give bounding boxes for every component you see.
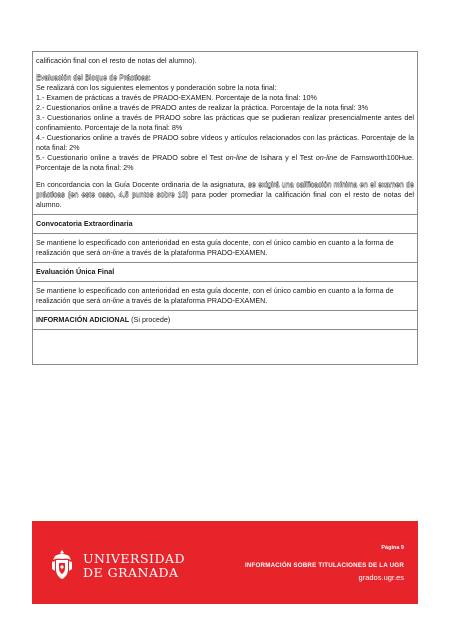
concordancia-text-a: En concordancia con la Guía Docente ordinaria de la asignatura,: [36, 180, 249, 189]
body-text-a: Se mantiene lo especificado con anterioridad en esta guía docente, con el único cambio en cuanto a la forma de realización que será: [36, 286, 394, 305]
practicas-item: 3.- Cuestionarios online a través de PRADO sobre las prácticas que se pudieran realizar presencialmente antes del confinamiento. Porcentaje de la nota final: 8%: [36, 113, 414, 132]
practicas-cell: [33, 52, 417, 215]
unica-header-row: [33, 263, 417, 282]
extraordinaria-header-row: [33, 215, 417, 234]
practicas-item-5: [36, 153, 414, 173]
item5-text-b: de Isihara y el Test: [247, 153, 316, 162]
concordancia-paragraph: [36, 180, 414, 210]
minimum-grade-note: se exigirá una calificación mínima en el examen de prácticas (en este caso, 4,5 puntos sobre 10): [36, 180, 414, 199]
practicas-intro: Se realizará con los siguientes elementos y ponderación sobre la nota final:: [36, 83, 277, 92]
concordancia-text-b: para poder promediar la calificación final con el resto de notas del alumno.: [36, 190, 414, 209]
practicas-item: 2.- Cuestionarios online a través de PRADO antes de realizar la práctica. Porcentaje de la nota final: 3%: [36, 103, 369, 112]
unica-body-row: [33, 282, 417, 311]
info-suffix: (Si procede): [129, 315, 171, 324]
unica-title: Evaluación Única Final: [36, 267, 115, 276]
guide-table: [32, 51, 418, 365]
info-title-line: [36, 315, 414, 325]
unica-body: [36, 286, 414, 306]
footer-banner: [32, 521, 418, 604]
body-text-a: Se mantiene lo especificado con anterioridad en esta guía docente, con el único cambio en cuanto a la forma de realización que será: [36, 238, 394, 257]
info-body-row: [33, 330, 417, 365]
item5-text-a: 5.- Cuestionario online a través de PRADO sobre el Test: [36, 153, 226, 162]
extraordinaria-body: [36, 238, 414, 258]
online-term: on-line: [225, 153, 248, 162]
body-text-b: a través de la plataforma PRADO-EXAMEN.: [123, 248, 268, 257]
titulaciones-info: INFORMACIÓN SOBRE TITULACIONES DE LA UGR: [244, 562, 404, 569]
page-number: Página 9: [381, 545, 404, 551]
online-term: on-line: [102, 296, 124, 305]
practicas-item: 1.- Examen de prácticas a través de PRADO-EXAMEN. Porcentaje de la nota final: 10%: [36, 93, 317, 102]
university-line-1: UNIVERSIDAD: [83, 551, 186, 566]
university-line-2: DE GRANADA: [83, 565, 179, 580]
info-header-row: [33, 311, 417, 330]
university-name: [83, 552, 185, 580]
website-link[interactable]: grados.ugr.es: [358, 573, 404, 582]
extraordinaria-title: Convocatoria Extraordinaria: [36, 219, 133, 228]
online-term: on-line: [315, 153, 338, 162]
intro-line: calificación final con el resto de notas del alumno).: [36, 56, 197, 65]
practicas-title: Evaluación del Bloque de Prácticas:: [36, 73, 151, 82]
body-text-b: a través de la plataforma PRADO-EXAMEN.: [123, 296, 268, 305]
extraordinaria-body-row: [33, 234, 417, 263]
item5-text-c: de Farnsworth100Hue. Porcentaje de la nota final: 2%: [36, 153, 414, 172]
crest-icon: [50, 549, 74, 581]
info-title: INFORMACIÓN ADICIONAL: [36, 315, 130, 324]
online-term: on-line: [102, 248, 124, 257]
practicas-item: 4.- Cuestionarios online a través de PRADO sobre vídeos y artículos relacionados con las prácticas. Porcentaje de la nota final: 2%: [36, 133, 414, 152]
